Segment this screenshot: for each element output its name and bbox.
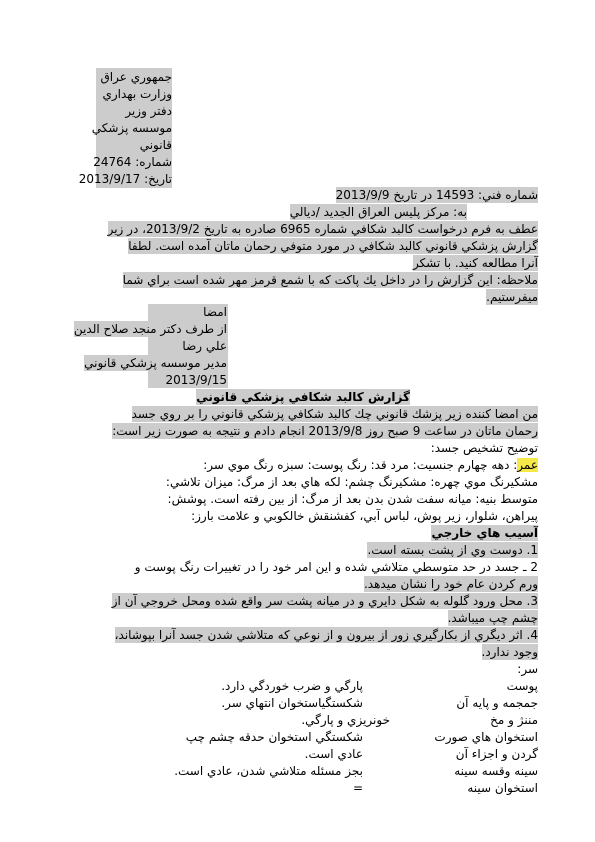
header-date: تاريخ: 2013/9/17 — [78, 172, 172, 186]
injury-item-4-line-1: 4. اثر ديگري از بكارگيري زور از بيرون و از نوعي كه متلاشي شدن جسد آنرا بپوشاند، — [114, 628, 538, 642]
header-number: شماره: 24764 — [93, 155, 172, 169]
report-title: گزارش كالبد شكافي پزشكي قانوني — [196, 390, 410, 404]
header-republic: جمهوري عراق — [100, 70, 172, 84]
age-line — [203, 457, 538, 473]
finding-value: عادي است. — [304, 747, 363, 761]
eye-line: مشكيرنگ موي چهره: مشكيرنگ چشم: لكه هاي بعد از مرگ: ميزان تلاشي: — [165, 475, 538, 489]
header-ministry: وزارت بهداري — [102, 87, 172, 101]
age-label: عمر — [517, 458, 538, 472]
finding-value: خونريزي و پارگي. — [301, 713, 390, 727]
header-legal: قانوني — [139, 138, 172, 152]
header-institute: موسسه پزشكي — [91, 121, 172, 135]
injury-item-4-line-2: وجود ندارد. — [481, 645, 538, 659]
age-details: : دهه چهارم جنسيت: مرد قد: رنگ پوست: سبزه رنگ موي سر: — [203, 458, 518, 472]
signature-sign: امضا — [203, 305, 227, 319]
finding-label: سينه وقسه سينه — [454, 764, 538, 778]
build-line: متوسط بنيه: ميانه سفت شدن بدن بعد از مرگ: از بين رفته است. پوشش: — [167, 492, 538, 506]
clothes-line: پيراهن، شلوار، زير پوش، لباس آبي، كفشنقش خالكوبي و علامت بارز: — [191, 509, 538, 523]
report-intro-line-1: من امضا كننده زير پزشك قانوني چك كالبد شكافي پزشكي قانوني را بر روي جسد — [131, 407, 538, 421]
header-office: دفتر وزير — [125, 104, 172, 118]
report-intro-line-2: رحمان ماتان در ساعت 9 صبح روز 2013/9/8 انجام دادم و نتيجه به صورت زير است: — [112, 424, 538, 438]
letter-body-line-3: آنرا مطالعه كنيد. با تشكر — [412, 256, 538, 270]
injury-item-1: 1. دوست وي از پشت بسته است. — [367, 543, 538, 557]
letter-body-line-2: گزارش پزشكي قانوني كالبد شكافي در مورد متوفي رحمان ماتان آمده است. لطفا — [128, 239, 538, 253]
finding-value: بجز مسئله متلاشي شدن، عادي است. — [174, 764, 363, 778]
finding-value: = — [352, 781, 363, 795]
addressee: به: مركز پليس العراق الجديد /ديالي — [289, 205, 467, 219]
finding-label: استخوان سينه — [467, 781, 538, 795]
injury-item-3-line-1: 3. محل ورود گلوله به شكل دايري و در ميانه پشت سر واقع شده ومحل خروجي آن از — [111, 594, 538, 608]
signature-from: از طرف دكتر منجد صلاح الدين — [73, 322, 227, 336]
signature-name: علي رضا — [182, 339, 227, 353]
signature-date: 2013/9/15 — [165, 373, 227, 387]
finding-value: پارگي و ضرب خوردگي دارد. — [221, 679, 363, 693]
letter-body-line-1: عطف به فرم درخواست كالبد شكافي شماره 6965 صادره به تاريخ 2013/9/2، در زير — [107, 222, 538, 236]
note-line-1: ملاحظه: اين گزارش را در داخل يك پاكت كه با شمع قرمز مهر شده است براي شما — [122, 273, 538, 287]
finding-label: پوست — [506, 679, 538, 693]
injury-item-2-line-1: 2 ـ جسد در حد متوسطي متلاشي شده و اين امر خود را در تغييرات رنگ پوست و — [134, 560, 538, 574]
head-heading: سر: — [517, 662, 538, 676]
note-line-2: ميفرستيم. — [486, 290, 538, 304]
external-injuries-heading: آسيب هاي خارجي — [431, 526, 538, 540]
signature-title: مدير موسسه پزشكي قانوني — [84, 356, 227, 370]
diagnosis-heading: توضيح تشخيص جسد: — [430, 441, 538, 455]
finding-value: شكستگي استخوان حدقه چشم چپ — [185, 730, 363, 744]
injury-item-3-line-2: چشم چپ ميباشد. — [447, 611, 538, 625]
finding-label: مننژ و مخ — [490, 713, 538, 727]
injury-item-2-line-2: ورم كردن عام خود را نشان ميدهد. — [363, 577, 538, 591]
finding-label: گردن و اجزاء آن — [455, 747, 538, 761]
finding-value: شكستگياستخوان انتهاي سر. — [221, 696, 363, 710]
finding-label: استخوان هاي صورت — [434, 730, 538, 744]
finding-label: جمجمه و پايه آن — [456, 696, 538, 710]
tech-number: شماره فني: 14593 در تاريخ 2013/9/9 — [335, 188, 538, 202]
